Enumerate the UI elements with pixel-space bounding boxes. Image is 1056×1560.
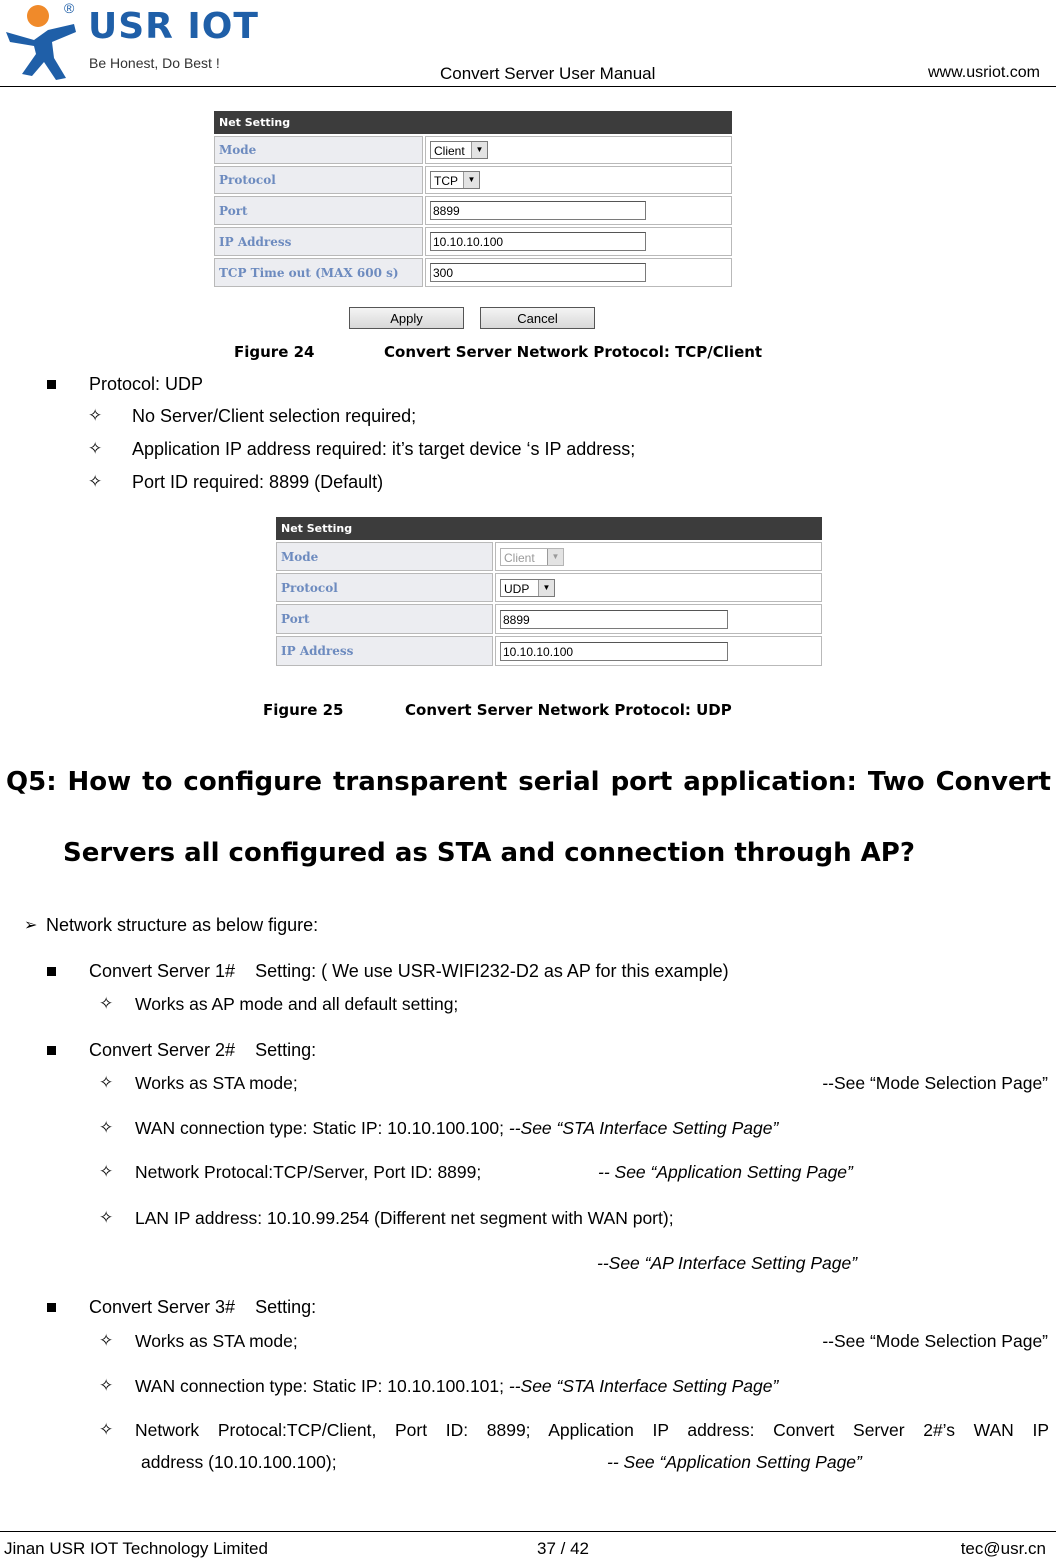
s2-net-ref: -- See “Application Setting Page”	[598, 1162, 853, 1182]
mode-select-disabled: Client ▼	[500, 548, 564, 566]
cancel-button[interactable]: Cancel	[480, 307, 595, 329]
q5-heading-line1	[6, 767, 1051, 797]
dropdown-arrow-icon: ▼	[471, 142, 487, 158]
dropdown-arrow-icon: ▼	[463, 172, 479, 188]
figure-25-caption: Convert Server Network Protocol: UDP	[405, 701, 732, 719]
s3-net-line2: address (10.10.100.100);	[141, 1452, 337, 1472]
port-label: Port	[214, 196, 423, 225]
brand-slogan: Be Honest, Do Best !	[89, 55, 220, 71]
server1-item: Works as AP mode and all default setting;	[135, 994, 459, 1014]
s2-net: Network Protocal:TCP/Server, Port ID: 8899;	[135, 1162, 482, 1182]
network-structure-text: Network structure as below figure:	[46, 915, 319, 935]
ip-address-label: IP Address	[276, 636, 493, 666]
ip-address-label: IP Address	[214, 227, 423, 256]
s2-wan-ref: --See “STA Interface Setting Page”	[508, 1118, 779, 1138]
q5-heading-line2: Servers all configured as STA and connection through AP?	[63, 838, 915, 868]
protocol-select[interactable]: TCP ▼	[430, 171, 480, 189]
header-url[interactable]: www.usriot.com	[927, 64, 1040, 81]
net-setting-table-tcp	[212, 109, 734, 289]
tcp-timeout-input[interactable]: 300	[430, 263, 646, 282]
s3-net-line1: Network Protocal:TCP/Client, Port ID: 8899; Application IP address: Convert Server 2#’s WAN IP	[135, 1420, 1049, 1440]
square-bullet-icon	[47, 1303, 56, 1312]
q5-word: port	[610, 767, 673, 797]
footer-company: Jinan USR IOT Technology Limited	[4, 1539, 268, 1558]
diamond-bullet-icon: ✧	[99, 1208, 114, 1228]
apply-button[interactable]: Apply	[349, 307, 464, 329]
mode-label: Mode	[276, 542, 493, 571]
udp-title: Protocol: UDP	[89, 374, 204, 394]
ip-address-input[interactable]: 10.10.10.100	[500, 642, 728, 661]
server1-title: Convert Server 1# Setting: ( We use USR-WIFI232-D2 as AP for this example)	[89, 961, 729, 981]
q5-word: How	[67, 767, 132, 797]
q5-word: to	[142, 767, 173, 797]
diamond-bullet-icon: ✧	[88, 406, 103, 426]
header-divider	[0, 86, 1056, 87]
diamond-bullet-icon: ✧	[88, 439, 103, 459]
net-setting-table-udp	[274, 515, 824, 668]
q5-word: Two	[867, 767, 925, 797]
diamond-bullet-icon: ✧	[99, 1331, 114, 1351]
dropdown-arrow-icon: ▼	[538, 580, 554, 596]
s2-wan-line	[135, 1118, 778, 1139]
document-title: Convert Server User Manual	[440, 64, 656, 83]
s3-mode: Works as STA mode;	[135, 1331, 298, 1351]
square-bullet-icon	[47, 1046, 56, 1055]
port-input[interactable]: 8899	[500, 610, 728, 629]
tcp-timeout-label: TCP Time out (MAX 600 s)	[214, 258, 423, 287]
s3-wan-line	[135, 1376, 778, 1397]
figure-24-number: Figure 24	[234, 343, 315, 361]
s2-lan-ref: --See “AP Interface Setting Page”	[597, 1253, 858, 1273]
q5-word: serial	[518, 767, 600, 797]
udp-item: Port ID required: 8899 (Default)	[132, 472, 384, 492]
diamond-bullet-icon: ✧	[99, 994, 114, 1014]
udp-item: No Server/Client selection required;	[132, 406, 417, 426]
s3-wan: WAN connection type: Static IP: 10.10.100.101;	[135, 1376, 509, 1396]
udp-item: Application IP address required: it’s target device ‘s IP address;	[132, 439, 636, 459]
s3-wan-ref: --See “STA Interface Setting Page”	[508, 1376, 779, 1396]
s3-mode-ref: --See “Mode Selection Page”	[822, 1331, 1048, 1351]
mode-select[interactable]: Client ▼	[430, 141, 488, 159]
square-bullet-icon	[47, 380, 56, 389]
s2-wan: WAN connection type: Static IP: 10.10.100.100;	[135, 1118, 509, 1138]
net-setting-title: Net Setting	[276, 517, 822, 540]
protocol-label: Protocol	[276, 573, 493, 602]
q5-word: configure	[183, 767, 323, 797]
ip-address-input[interactable]: 10.10.10.100	[430, 232, 646, 251]
port-label: Port	[276, 604, 493, 634]
q5-word: transparent	[333, 767, 508, 797]
footer-email[interactable]: tec@usr.cn	[960, 1539, 1046, 1558]
port-input[interactable]: 8899	[430, 201, 646, 220]
diamond-bullet-icon: ✧	[88, 472, 103, 492]
q5-word: Q5:	[6, 767, 57, 797]
arrow-bullet-icon: ➢	[24, 915, 38, 934]
dropdown-arrow-icon: ▼	[547, 549, 563, 565]
page-number: 37 / 42	[537, 1539, 589, 1558]
protocol-label: Protocol	[214, 166, 423, 194]
diamond-bullet-icon: ✧	[99, 1118, 114, 1138]
protocol-select[interactable]: UDP ▼	[500, 579, 555, 597]
registered-mark: ®	[64, 0, 75, 16]
square-bullet-icon	[47, 967, 56, 976]
diamond-bullet-icon: ✧	[99, 1162, 114, 1182]
s2-mode-ref: --See “Mode Selection Page”	[822, 1073, 1048, 1093]
server2-title: Convert Server 2# Setting:	[89, 1040, 317, 1060]
s2-mode: Works as STA mode;	[135, 1073, 298, 1093]
diamond-bullet-icon: ✧	[99, 1420, 114, 1440]
mode-label: Mode	[214, 136, 423, 164]
diamond-bullet-icon: ✧	[99, 1073, 114, 1093]
net-setting-title: Net Setting	[214, 111, 732, 134]
s2-lan: LAN IP address: 10.10.99.254 (Different net segment with WAN port);	[135, 1208, 674, 1228]
q5-word: application:	[683, 767, 857, 797]
footer-divider	[0, 1531, 1056, 1532]
figure-24-caption: Convert Server Network Protocol: TCP/Client	[384, 343, 763, 361]
q5-word: Convert	[935, 767, 1051, 797]
brand-name: USR IOT	[88, 6, 259, 47]
diamond-bullet-icon: ✧	[99, 1376, 114, 1396]
server3-title: Convert Server 3# Setting:	[89, 1297, 317, 1317]
figure-25-number: Figure 25	[263, 701, 344, 719]
s3-net-ref: -- See “Application Setting Page”	[607, 1452, 862, 1472]
